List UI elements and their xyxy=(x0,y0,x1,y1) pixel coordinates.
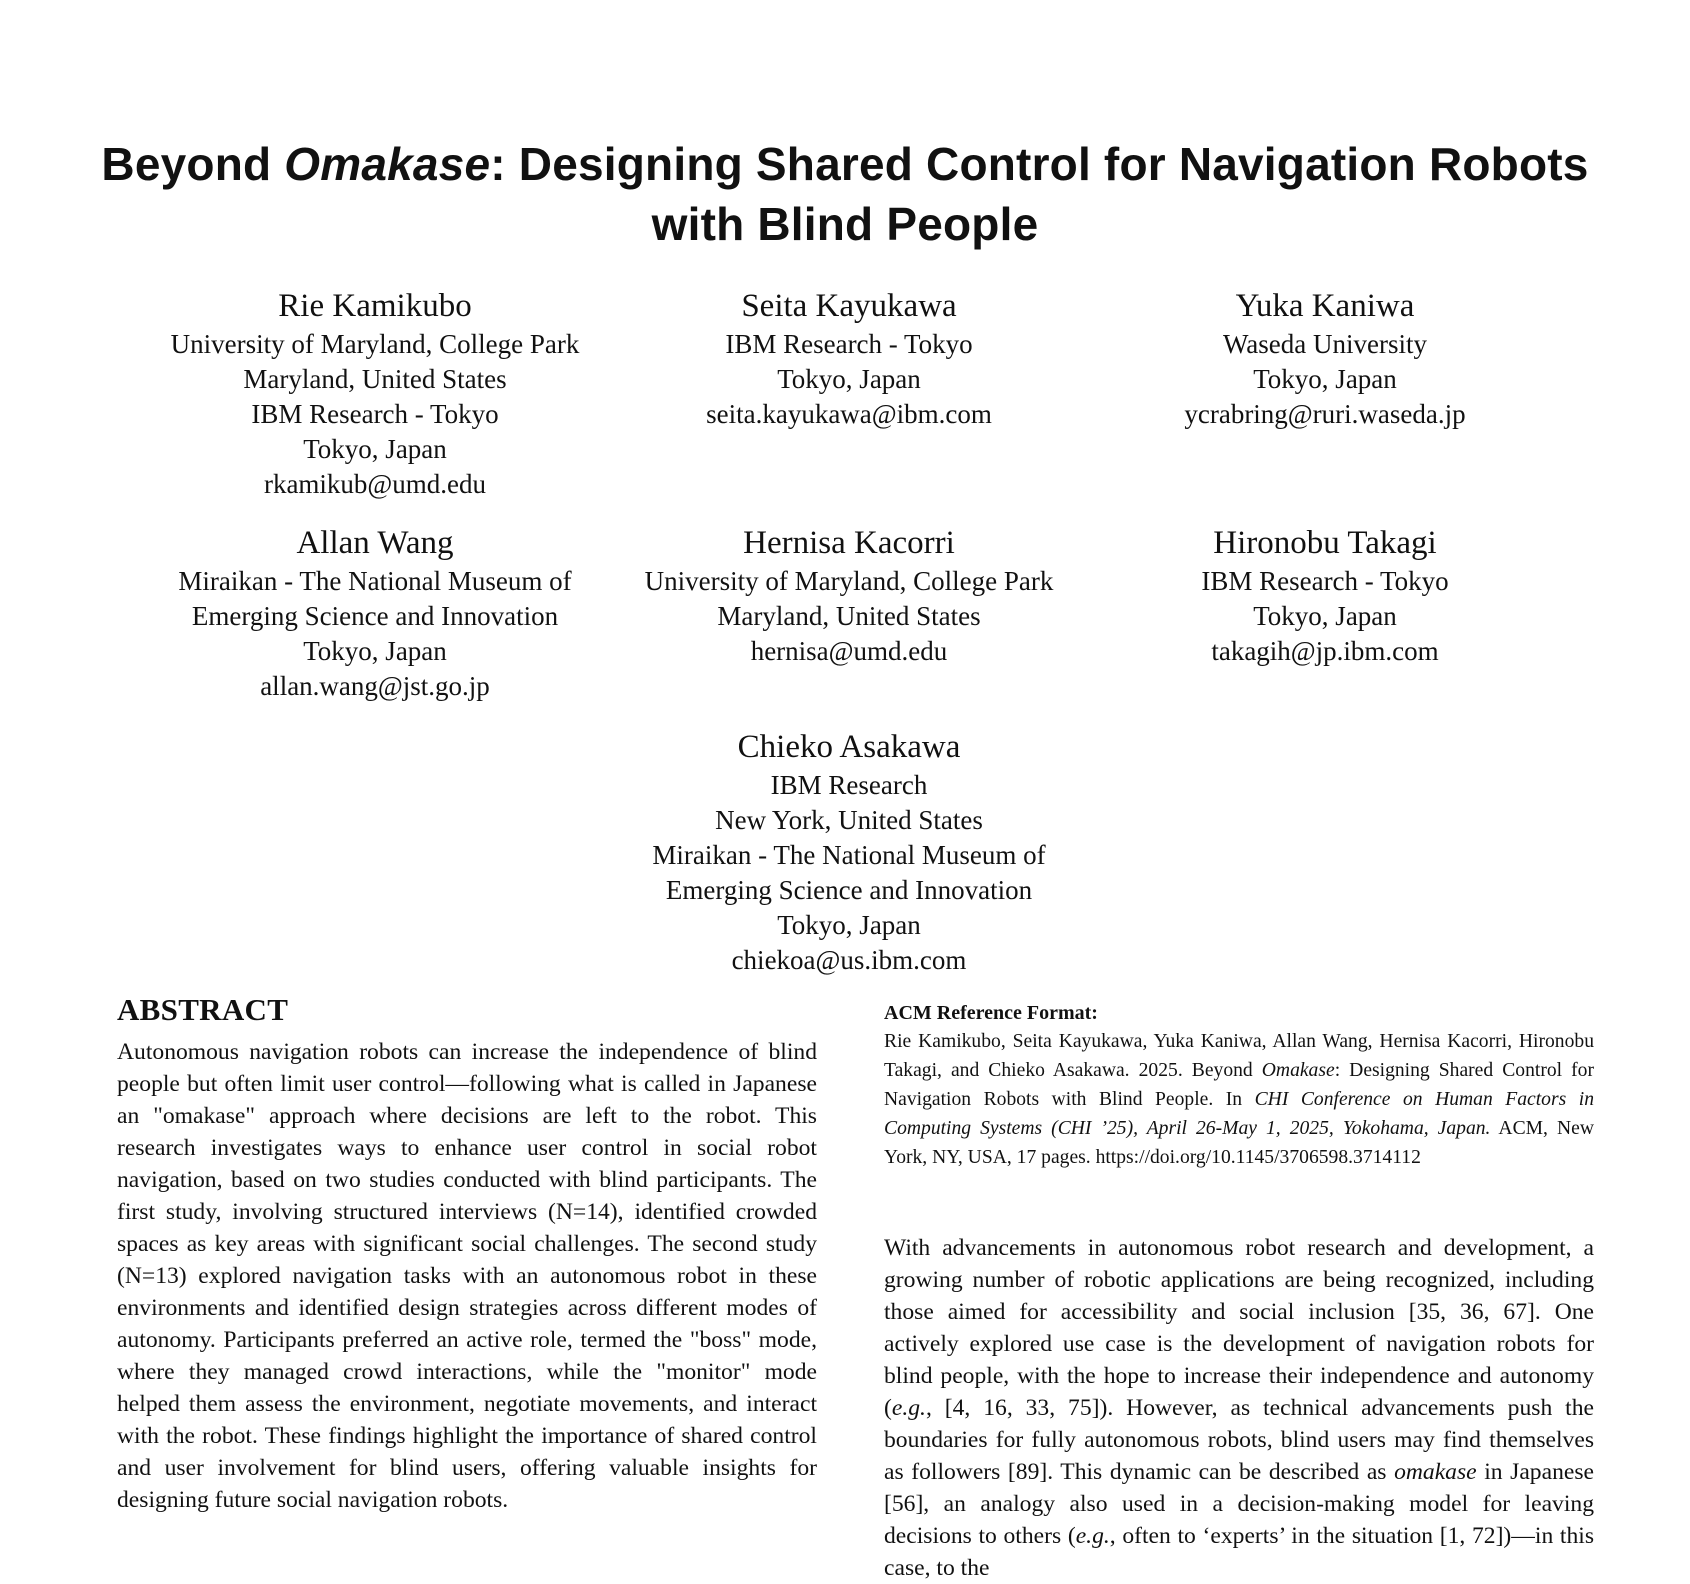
intro-part: With advancements in autonomous robot research and development, a growing number of robotic applications are being recognized, including those aimed for accessibility and social inclusion [35, 36, 67]. One actively explored use case is the development of navigation robots for blind people, with the hope to increase their independence and autonomy ( xyxy=(884,1235,1594,1421)
author-affiliation: IBM Research xyxy=(770,770,928,800)
author-email[interactable]: seita.kayukawa@ibm.com xyxy=(706,399,992,429)
abstract-heading: ABSTRACT xyxy=(117,992,289,1027)
author-location: Maryland, United States xyxy=(243,364,507,394)
author-block xyxy=(1085,286,1565,432)
reference-part: : Designing Shared Control for Navigation Robots with Blind People. In xyxy=(884,1060,1594,1110)
paper-title xyxy=(100,134,1590,254)
author-location: New York, United States xyxy=(715,805,983,835)
intro-emphasis: omakase xyxy=(1394,1459,1477,1485)
reference-doi[interactable]: ACM, New York, NY, USA, 17 pages. https://doi.org/10.1145/3706598.3714112 xyxy=(884,1118,1594,1168)
author-email[interactable]: chiekoa@us.ibm.com xyxy=(731,945,967,975)
title-rest: : Designing Shared Control for Navigation Robots with Blind People xyxy=(490,138,1589,250)
author-location: Maryland, United States xyxy=(717,601,981,631)
author-location: Tokyo, Japan xyxy=(777,910,921,940)
author-block xyxy=(609,523,1089,669)
author-affiliation: IBM Research - Tokyo xyxy=(725,329,973,359)
author-name: Rie Kamikubo xyxy=(278,288,472,324)
author-block xyxy=(609,286,1089,432)
reference-venue: CHI Conference on Human Factors in Computing Systems (CHI ’25), April 26-May 1, 2025, Yokohama, Japan. xyxy=(884,1089,1594,1139)
author-affiliation: Emerging Science and Innovation xyxy=(191,601,559,631)
abstract-text: Autonomous navigation robots can increase the independence of blind people but often limit user control—following what is called in Japanese an "omakase" approach where decisions are left to the robot. This research investigates ways to enhance user control in social robot navigation, based on two studies conducted with blind participants. The first study, involving structured interviews (N=14), identified crowded spaces as key areas with significant social challenges. The second study (N=13) explored navigation tasks with an autonomous robot in these environments and identified design strategies across different modes of autonomy. Participants preferred an active role, termed the "boss" mode, where they managed crowd interactions, while the "monitor" mode helped them assess the environment, negotiate movements, and interact with the robot. These findings highlight the importance of shared control and user involvement for blind users, offering valuable insights for designing future social navigation robots. xyxy=(117,1039,817,1513)
intro-part: , often to ‘experts’ in the situation [1, 72])—in this case, to the xyxy=(884,1523,1594,1581)
author-email[interactable]: hernisa@umd.edu xyxy=(750,636,948,666)
author-location: Tokyo, Japan xyxy=(303,636,447,666)
author-location: Tokyo, Japan xyxy=(1253,601,1397,631)
reference-heading: ACM Reference Format: xyxy=(884,1002,1098,1024)
intro-part: in Japanese [56], an analogy also used in a decision-making model for leaving decisions to others ( xyxy=(884,1459,1594,1549)
author-affiliation: Waseda University xyxy=(1222,329,1428,359)
author-name: Hernisa Kacorri xyxy=(743,525,955,561)
title-emphasis: Omakase xyxy=(284,138,491,190)
reference-emphasis: Omakase xyxy=(1261,1060,1335,1081)
author-affiliation: University of Maryland, College Park xyxy=(170,329,580,359)
author-email[interactable]: rkamikub@umd.edu xyxy=(263,469,487,499)
author-affiliation: Miraikan - The National Museum of xyxy=(652,840,1046,870)
intro-paragraph xyxy=(884,1232,1594,1584)
author-block xyxy=(135,523,615,704)
author-affiliation: IBM Research - Tokyo xyxy=(251,399,499,429)
author-block xyxy=(609,727,1089,978)
author-block xyxy=(1085,523,1565,669)
intro-emphasis: e.g. xyxy=(1075,1523,1110,1549)
reference-part: Rie Kamikubo, Seita Kayukawa, Yuka Kaniwa, Allan Wang, Hernisa Kacorri, Hironobu Takagi, and Chieko Asakawa. 2025. Beyond xyxy=(884,1031,1594,1081)
author-name: Yuka Kaniwa xyxy=(1235,288,1415,324)
author-name: Allan Wang xyxy=(296,525,454,561)
title-prefix: Beyond xyxy=(101,138,285,190)
author-location: Tokyo, Japan xyxy=(1253,364,1397,394)
author-email[interactable]: ycrabring@ruri.waseda.jp xyxy=(1184,399,1466,429)
author-affiliation: University of Maryland, College Park xyxy=(644,566,1054,596)
reference-text xyxy=(884,1027,1594,1172)
author-affiliation: IBM Research - Tokyo xyxy=(1201,566,1449,596)
author-email[interactable]: takagih@jp.ibm.com xyxy=(1211,636,1439,666)
author-email[interactable]: allan.wang@jst.go.jp xyxy=(260,671,490,701)
author-name: Hironobu Takagi xyxy=(1213,525,1437,561)
author-affiliation: Emerging Science and Innovation xyxy=(665,875,1033,905)
author-name: Seita Kayukawa xyxy=(741,288,957,324)
author-affiliation: Miraikan - The National Museum of xyxy=(178,566,572,596)
intro-part: , [4, 16, 33, 75]). However, as technical advancements push the boundaries for fully autonomous robots, blind users may find themselves as followers [89]. This dynamic can be described as xyxy=(884,1395,1594,1485)
author-location: Tokyo, Japan xyxy=(777,364,921,394)
author-location: Tokyo, Japan xyxy=(303,434,447,464)
author-block xyxy=(135,286,615,502)
intro-emphasis: e.g. xyxy=(891,1395,926,1421)
author-name: Chieko Asakawa xyxy=(737,729,961,765)
